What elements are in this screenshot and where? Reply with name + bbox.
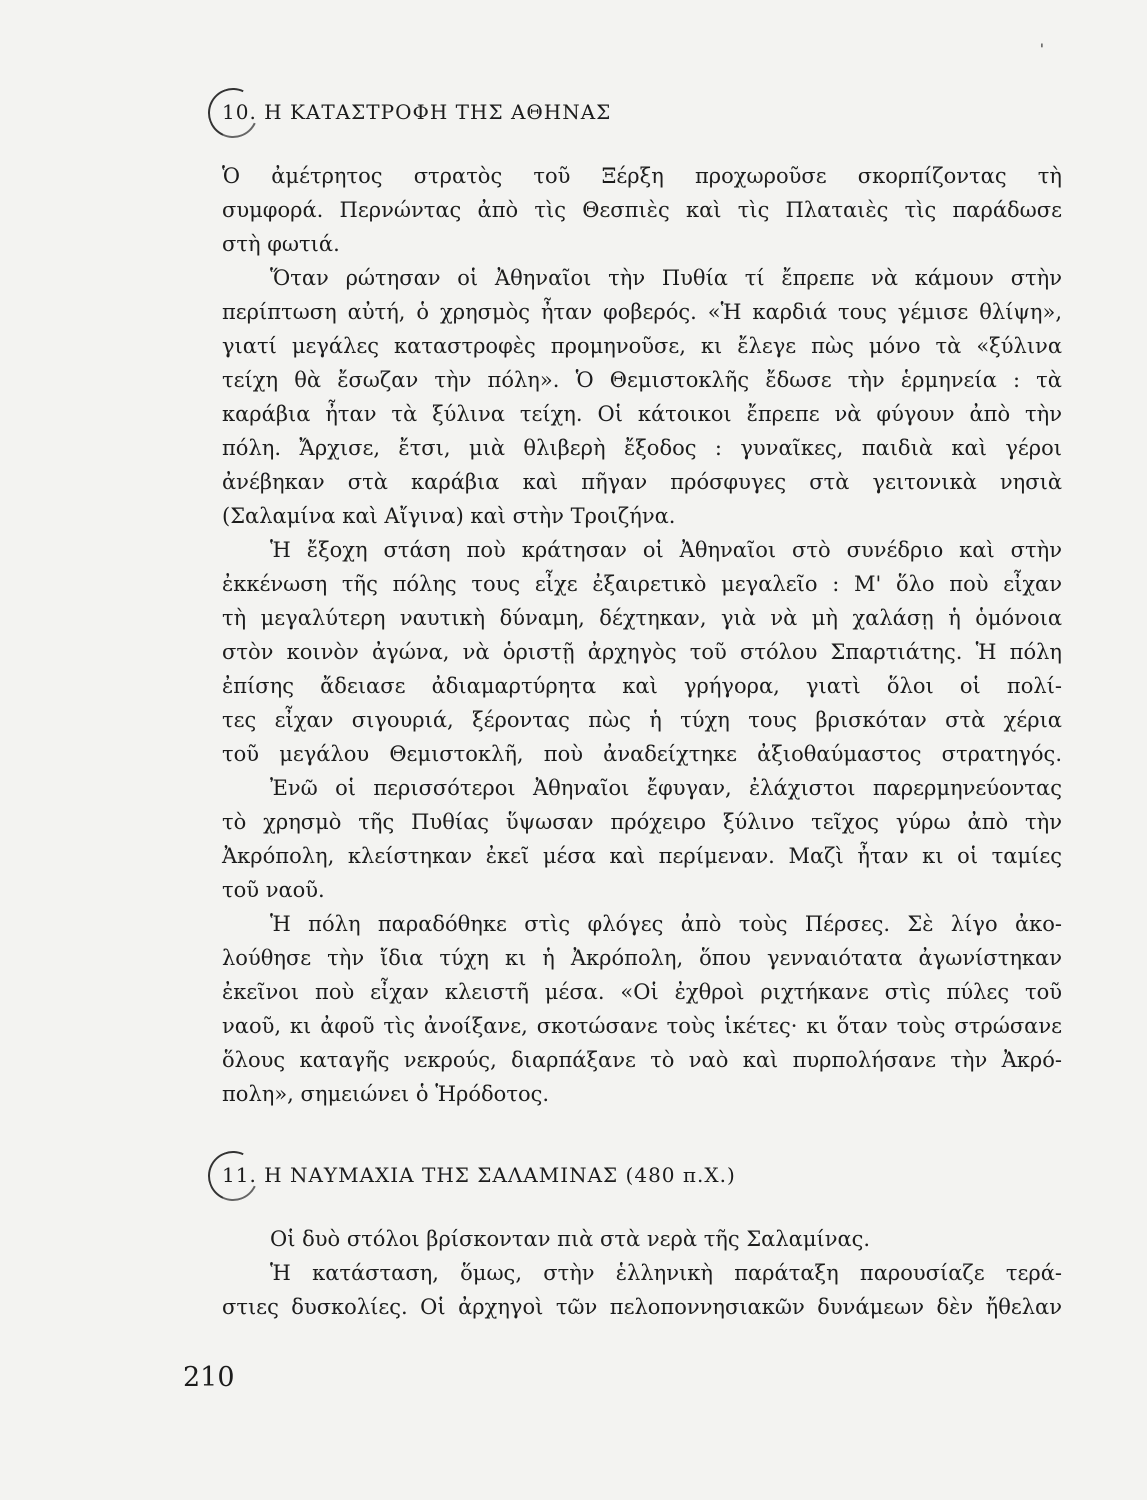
text-line: ἀνέβηκαν στὰ καράβια καὶ πῆγαν πρόσφυγες στὰ γειτονικὰ νησιὰ: [222, 470, 1062, 494]
text-line: Ὅταν ρώτησαν οἱ Ἀθηναῖοι τὴν Πυθία τί ἔπρεπε νὰ κάμουν στὴν: [270, 266, 1062, 290]
text-line: Ἡ πόλη παραδόθηκε στὶς φλόγες ἀπὸ τοὺς Πέρσες. Σὲ λίγο ἀκο-: [270, 912, 1062, 936]
circle-mark-icon: [201, 1144, 265, 1208]
text-line: ναοῦ, κι ἀφοῦ τὶς ἀνοίξανε, σκοτώσανε τοὺς ἱκέτες· κι ὅταν τοὺς στρώσανε: [222, 1014, 1062, 1038]
section-heading-10: [222, 100, 611, 124]
section-number-10: 10.: [222, 100, 257, 124]
text-line: Ἀκρόπολη, κλείστηκαν ἐκεῖ μέσα καὶ περίμεναν. Μαζὶ ἦταν κι οἱ ταμίες: [222, 844, 1062, 868]
text-line: Οἱ δυὸ στόλοι βρίσκονταν πιὰ στὰ νερὰ τῆς Σαλαμίνας.: [270, 1227, 871, 1251]
section-number-11: 11.: [222, 1163, 257, 1187]
text-line: γιατί μεγάλες καταστροφὲς προμηνοῦσε, κι ἔλεγε πὼς μόνο τὰ «ξύλινα: [222, 334, 1062, 358]
text-line: τοῦ μεγάλου Θεμιστοκλῆ, ποὺ ἀναδείχτηκε ἀξιοθαύμαστος στρατηγός.: [222, 742, 1062, 766]
text-line: Ἐνῶ οἱ περισσότεροι Ἀθηναῖοι ἔφυγαν, ἐλάχιστοι παρερμηνεύοντας: [270, 776, 1062, 800]
text-line: Ὁ ἀμέτρητος στρατὸς τοῦ Ξέρξη προχωροῦσε σκορπίζοντας τὴ: [222, 164, 1062, 188]
text-line: Ἡ κατάσταση, ὅμως, στὴν ἑλληνικὴ παράταξη παρουσίαζε τερά-: [270, 1261, 1062, 1285]
section-heading-11: [222, 1163, 736, 1187]
text-line: τὸ χρησμὸ τῆς Πυθίας ὕψωσαν πρόχειρο ξύλινο τεῖχος γύρω ἀπὸ τὴν: [222, 810, 1062, 834]
text-line: στὴ φωτιά.: [222, 232, 340, 256]
section-title-11: Η ΝΑΥΜΑΧΙΑ ΤΗΣ ΣΑΛΑΜΙΝΑΣ (480 π.Χ.): [264, 1163, 736, 1187]
text-line: ἐκεῖνοι ποὺ εἶχαν κλειστῆ μέσα. «Οἱ ἐχθροὶ ριχτήκανε στὶς πύλες τοῦ: [222, 980, 1062, 1004]
text-line: λούθησε τὴν ἴδια τύχη κι ἡ Ἀκρόπολη, ὅπου γενναιότατα ἀγωνίστηκαν: [222, 946, 1062, 970]
text-line: ὅλους καταγῆς νεκρούς, διαρπάξανε τὸ ναὸ καὶ πυρπολήσανε τὴν Ἀκρό-: [222, 1048, 1062, 1072]
margin-mark: ': [1040, 42, 1044, 58]
text-line: τείχη θὰ ἔσωζαν τὴν πόλη». Ὁ Θεμιστοκλῆς ἔδωσε τὴν ἑρμηνεία : τὰ: [222, 368, 1062, 392]
text-line: περίπτωση αὐτή, ὁ χρησμὸς ἦταν φοβερός. «Ἡ καρδιά τους γέμισε θλίψη»,: [222, 300, 1062, 324]
text-line: πολη», σημειώνει ὁ Ἡρόδοτος.: [222, 1082, 550, 1106]
text-line: Ἡ ἔξοχη στάση ποὺ κράτησαν οἱ Ἀθηναῖοι στὸ συνέδριο καὶ στὴν: [270, 538, 1062, 562]
text-line: πόλη. Ἄρχισε, ἔτσι, μιὰ θλιβερὴ ἔξοδος : γυναῖκες, παιδιὰ καὶ γέροι: [222, 436, 1062, 460]
section-title-10: Η ΚΑΤΑΣΤΡΟΦΗ ΤΗΣ ΑΘΗΝΑΣ: [264, 100, 612, 124]
text-line: τὴ μεγαλύτερη ναυτικὴ δύναμη, δέχτηκαν, γιὰ νὰ μὴ χαλάσῃ ἡ ὁμόνοια: [222, 606, 1062, 630]
text-line: τοῦ ναοῦ.: [222, 878, 325, 902]
text-line: ἐκκένωση τῆς πόλης τους εἶχε ἐξαιρετικὸ μεγαλεῖο : Μ' ὅλο ποὺ εἶχαν: [222, 572, 1062, 596]
text-line: στὸν κοινὸν ἀγώνα, νὰ ὁριστῇ ἀρχηγὸς τοῦ στόλου Σπαρτιάτης. Ἡ πόλη: [222, 640, 1062, 664]
circle-mark-icon: [201, 81, 265, 145]
page-number: 210: [183, 1362, 235, 1393]
text-line: συμφορά. Περνώντας ἀπὸ τὶς Θεσπιὲς καὶ τὶς Πλαταιὲς τὶς παράδωσε: [222, 198, 1062, 222]
text-line: ἐπίσης ἄδειασε ἀδιαμαρτύρητα καὶ γρήγορα, γιατὶ ὅλοι οἱ πολί-: [222, 674, 1062, 698]
text-line: καράβια ἦταν τὰ ξύλινα τείχη. Οἱ κάτοικοι ἔπρεπε νὰ φύγουν ἀπὸ τὴν: [222, 402, 1062, 426]
text-line: στιες δυσκολίες. Οἱ ἀρχηγοὶ τῶν πελοποννησιακῶν δυνάμεων δὲν ἤθελαν: [222, 1295, 1062, 1319]
text-line: (Σαλαμίνα καὶ Αἴγινα) καὶ στὴν Τροιζήνα.: [222, 504, 676, 528]
text-line: τες εἶχαν σιγουριά, ξέροντας πὼς ἡ τύχη τους βρισκόταν στὰ χέρια: [222, 708, 1062, 732]
